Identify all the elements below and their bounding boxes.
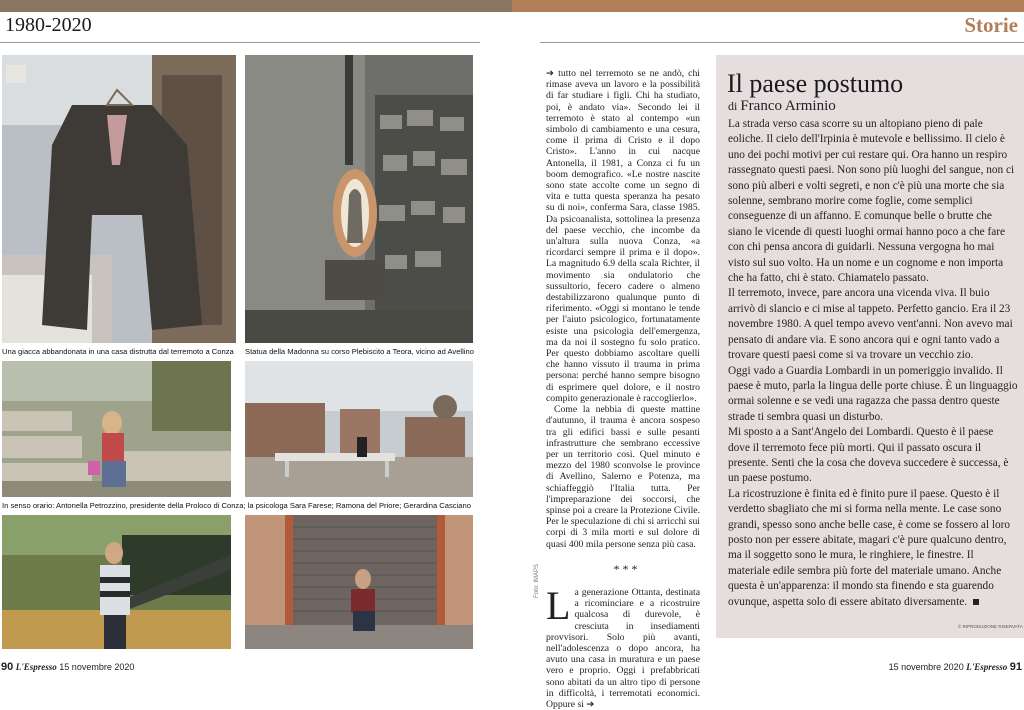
- sidebar-paragraph-last: [728, 487, 1018, 610]
- sidebar-paragraph: La strada verso casa scorre su un altopiano pieno di pale eoliche. Il cielo dell'Irpinia è mutevole e bellissimo. Il cielo è uno dei pochi motivi per cui restare qui. Ora hanno un respiro rassegnato questi paesi. Non sono più luoghi del sangue, non ci sono più alberi e volti segreti, e non c'è più una morte che sia solenne, sembrano morire come foglie, come semplici conseguenze di un affanno. E comunque belle o brutte che siano le vicende di questi luoghi ormai hanno poco a che fare con chi pensa ancora di guidarli. Nessuna vergogna ho mai visto sul suo volto. Ha un nome e un cognome e non importa che ha fatto, chi è stato. Chiamatelo passato.: [728, 118, 1015, 285]
- sidebar-paragraph: Il terremoto, invece, pare ancora una vicenda viva. Il buio arrivò di slancio e ci mise al tappeto. Perfetto gancio. Era il 23 novembre 1980. A quel tempo avevo vent'anni. Non avevo mai pensato di andare via. E sono ancora qui e ogni tanto vado a trovare questi paesi come si va trovare un vecchio zio.: [728, 287, 1013, 362]
- folio-left: [1, 661, 134, 673]
- issue-date-left: 15 novembre 2020: [59, 662, 135, 672]
- section-label-right: Storie: [964, 13, 1018, 37]
- section-separator-stars: ***: [613, 561, 641, 576]
- sidebar-text: [728, 117, 1018, 610]
- magazine-name-left: L'Espresso: [15, 662, 57, 672]
- sidebar-title: Il paese postumo: [727, 69, 904, 98]
- sidebar-paragraph: Oggi vado a Guardia Lombardi in un pomeriggio invalido. Il paese è muto, parla la lingua delle porte chiuse. È un linguaggio ormai solenne e se vedi una ragazza che passa dentro queste strade ti sembra quasi un disturbo.: [728, 364, 1018, 423]
- article-paragraph-dropcap: [546, 582, 700, 710]
- copyright-notice: © RIPRODUZIONE RISERVATA: [958, 624, 1023, 629]
- photo-madonna-statue: [245, 55, 473, 343]
- article-text-column: [546, 68, 700, 710]
- photo-sara-farese: [245, 361, 473, 497]
- magazine-name-right: L'Espresso: [966, 662, 1008, 672]
- end-mark-icon: [973, 599, 979, 605]
- sidebar-paragraph: Mi sposto a a Sant'Angelo dei Lombardi. Questo è il paese dove il terremoto fece più morti. Qui il passato oscura il presente. Senti che la cosa che doveva succedere è successa, è un paese postumo.: [728, 426, 1009, 485]
- byline-author: Franco Arminio: [740, 98, 836, 114]
- byline-prefix: di: [728, 99, 738, 113]
- page-number-right: 91: [1009, 661, 1022, 673]
- issue-date-right: 15 novembre 2020: [888, 662, 964, 672]
- caption-portraits: In senso orario: Antonella Petrozzino, presidente della Proloco di Conza; la psicologa Sara Farese; Ramona del Priore; Gerardina Casciano: [2, 501, 471, 510]
- article-paragraph: Come la nebbia di queste mattine d'autunno, il trauma è ancora sospeso tra gli edifici bassi e sulle pesanti infrastrutture che sembrano eccessive per un territorio così. Quel minuto e mezzo del 1980 sconvolse le province di Avellino, Salerno e Potenza, ma schiaffeggiò l'Italia tutta. Per l'impreparazione dei soccorsi, che spinse poi a creare la Protezione Civile. Per le speculazione di chi si arricchì sui corpi di 3 mila morti e sul dolore di quasi 400 mila persone senza più casa.: [546, 404, 700, 550]
- photo-ramona-del-priore: [2, 515, 231, 649]
- section-label-left: 1980-2020: [5, 14, 92, 36]
- caption-jacket: Una giacca abbandonata in una casa distrutta dal terremoto a Conza: [2, 347, 234, 356]
- header-rule-left: [0, 42, 480, 43]
- folio-right: [889, 661, 1022, 673]
- photo-antonella-petrozzino: [2, 361, 231, 497]
- header-rule-right: [540, 42, 1024, 43]
- article-paragraph-text: a generazione Ottanta, destinata a ricominciare e a ricostruire qualcosa di durevole, è cresciuta in insediamenti provvisori. Solo più avanti, nell'adolescenza o dopo ancora, ha avuto una casa in muratura e un paese vero e proprio. Oggi i prefabbricati sono abitati da un altro tipo di persone in difficoltà, i terremotati economici. Oppure si ➔: [546, 586, 700, 710]
- drop-cap: L: [546, 582, 571, 628]
- top-color-bar-right: [512, 0, 1024, 12]
- top-color-bar-left: [0, 0, 512, 12]
- photo-gerardina-casciano: [245, 515, 473, 649]
- page-number-left: 90: [1, 661, 14, 673]
- article-paragraph: ➔ tutto nel terremoto se ne andò, chi rimase aveva un lavoro e la possibilità di far studiare i figli. Chi ha studiato, poi, è andato via». Secondo lei il terremoto è stato al contempo «un simbolo di cambiamento e una cesura, come il prima di Cristo e il dopo Cristo». L'anno in cui nacque Antonella, il 1981, a Conza ci fu un boom demografico. «Le nostre nascite sono state accolte come un segno di vita e tutta questa speranza ha pesato su di noi», conferma Sara, classe 1985. Da psicoanalista, sottolinea la presenza del paese vecchio, che incombe da un'altura sulla nuova Conza, «a ricordarci sempre il prima e il dopo». La magnitudo 6.9 della scala Richter, il movimento sia ondulatorio che sussultorio, fecero cadere o almeno destabilizzarono qualunque punto di riferimento. «Oggi si montano le tende per l'aiuto psicologico, fortunatamente esiste una psicologia dell'emergenza, ma da noi il sostegno fu solo pratico. Per questo dobbiamo ascoltare quelli che hanno vissuto il trauma in prima persona: perché hanno sempre bisogno di esprimere quel dolore, e il nostro compito generazionale è raccoglierlo».: [546, 68, 700, 404]
- photo-credit: Foto: IMAPS: [534, 563, 540, 598]
- caption-madonna: Statua della Madonna su corso Plebiscito a Teora, vicino ad Avellino: [245, 347, 474, 356]
- sidebar-byline: [728, 98, 836, 115]
- sidebar-paragraph: La ricostruzione è finita ed è finito pure il paese. Questo è il verdetto sbagliato che mi si forma nella mente. Le case sono grandi, spesso sono anche belle case, è come se fossero al loro posto non per essere abitate, magari c'è pure qualcuno dentro, ma il soggetto sono le mura, le ringhiere, le finestre. Il materiale edile sembra più forte del materiale umano. Anche questa è un'apparenza: il mondo sta finendo e sta guarendo ovunque, aspetta solo di essere abitato diversamente.: [728, 487, 1011, 608]
- photo-abandoned-jacket: [2, 55, 236, 343]
